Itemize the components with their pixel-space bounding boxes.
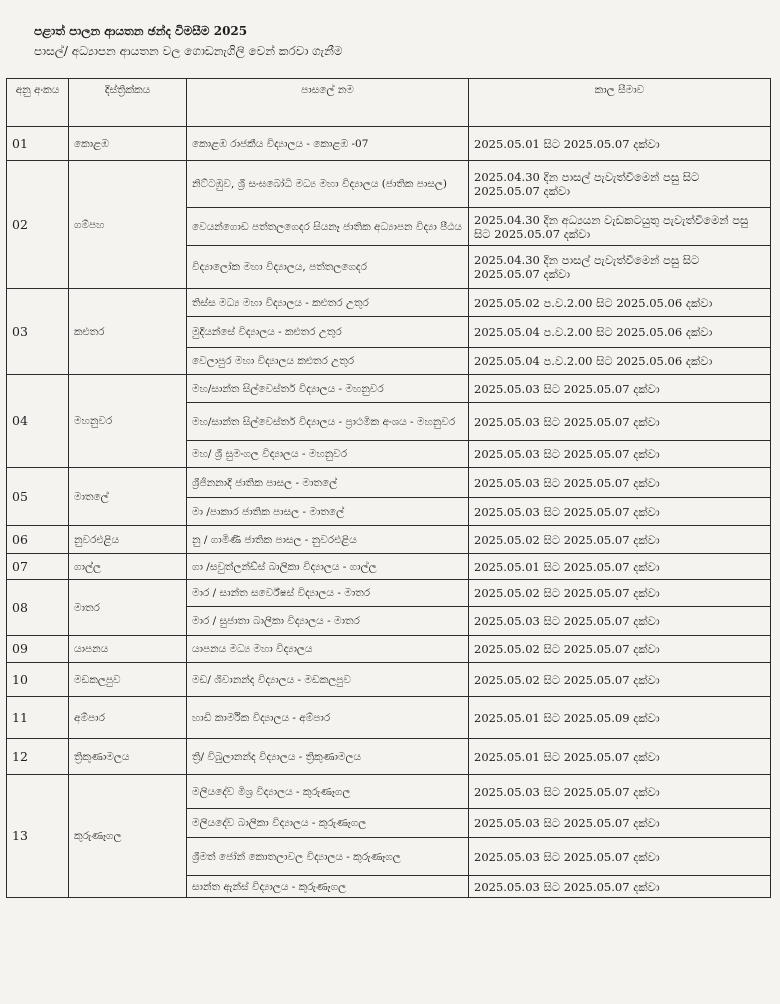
- period-text: 2025.05.03 සිට 2025.05.07 දක්වා: [469, 809, 771, 838]
- document-subtitle: පාසල්/ අධ්‍යාපන ආයතන වල ගොඩනැගිලි වෙන් කරවා ගැනීම: [34, 44, 343, 58]
- table-row: [7, 554, 771, 580]
- row-number: 07: [7, 554, 69, 580]
- school-name: මහ/සාන්ත සිල්වෙස්තර් විද්‍යාලය - මහනුවර: [187, 375, 469, 403]
- table-row: [7, 375, 771, 403]
- school-name: මාර / සාන්ත සර්වේෂස් විද්‍යාලය - මාතර: [187, 580, 469, 607]
- table-row: [7, 580, 771, 607]
- period-text: 2025.04.30 දින පාසල් පැවැත්වීමෙන් පසු සිට 2025.05.07 දක්වා: [469, 246, 771, 289]
- school-name: වෙලාපුර මහා විද්‍යාලය කළුතර උතුර: [187, 348, 469, 375]
- column-header-district: දිස්ත්‍රික්කය: [69, 79, 187, 127]
- district-name: මාතර: [69, 580, 187, 636]
- period-text: 2025.05.02 සිට 2025.05.07 දක්වා: [469, 526, 771, 554]
- row-number: 03: [7, 289, 69, 375]
- period-text: 2025.05.03 සිට 2025.05.07 දක්වා: [469, 375, 771, 403]
- school-name: මඩ/ ශිවානන්ද විද්‍යාලය - මඩකලපුව: [187, 663, 469, 697]
- district-name: ගම්පහ: [69, 161, 187, 289]
- table-row: [7, 697, 771, 739]
- table-row: [7, 663, 771, 697]
- column-header-number: අනු අංකය: [7, 79, 69, 127]
- document-title: පළාත් පාලන ආයතන ඡන්ද විමසීම 2025: [34, 24, 248, 38]
- period-text: 2025.05.02 ප.ව.2.00 සිට 2025.05.06 දක්වා: [469, 289, 771, 317]
- period-text: 2025.05.03 සිට 2025.05.07 දක්වා: [469, 468, 771, 498]
- table-row: [7, 739, 771, 775]
- period-text: 2025.05.02 සිට 2025.05.07 දක්වා: [469, 580, 771, 607]
- school-name: ශ්‍රීමත් ජෝන් කොතලාවල විද්‍යාලය - කුරුණෑගල: [187, 838, 469, 876]
- district-name: කොළඹ: [69, 127, 187, 161]
- period-text: 2025.05.02 සිට 2025.05.07 දක්වා: [469, 663, 771, 697]
- school-name: මලියදේව මිශ්‍ර විද්‍යාලය - කුරුණෑගල: [187, 775, 469, 809]
- district-name: යාපනය: [69, 636, 187, 663]
- school-name: සාන්ත ඇන්ස් විද්‍යාලය - කුරුණෑගල: [187, 876, 469, 898]
- district-name: කුරුණෑගල: [69, 775, 187, 898]
- period-text: 2025.05.01 සිට 2025.05.07 දක්වා: [469, 739, 771, 775]
- table-row: [7, 127, 771, 161]
- table-row: [7, 636, 771, 663]
- period-text: 2025.05.03 සිට 2025.05.07 දක්වා: [469, 607, 771, 636]
- school-name: තිස්ස මධ්‍ය මහා විද්‍යාලය - කළුතර උතුර: [187, 289, 469, 317]
- row-number: 13: [7, 775, 69, 898]
- table-row: [7, 526, 771, 554]
- table-row: [7, 468, 771, 498]
- row-number: 04: [7, 375, 69, 468]
- school-name: මලියදේව බාලිකා විද්‍යාලය - කුරුණෑගල: [187, 809, 469, 838]
- district-name: නුවරඑළිය: [69, 526, 187, 554]
- period-text: 2025.05.01 සිට 2025.05.07 දක්වා: [469, 554, 771, 580]
- school-name: කොළඹ රාජකීය විද්‍යාලය - කොළඹ -07: [187, 127, 469, 161]
- schedule-table: [6, 78, 771, 898]
- school-name: වෙයන්ගොඩ පත්තලගෙදර සියනෑ ජාතික අධ්‍යාපන විද්‍යා පීඨය: [187, 208, 469, 246]
- school-name: විද්‍යාලෝක මහා විද්‍යාලය, පත්තලගෙදර: [187, 246, 469, 289]
- period-text: 2025.05.03 සිට 2025.05.07 දක්වා: [469, 403, 771, 441]
- district-name: අම්පාර: [69, 697, 187, 739]
- district-name: කළුතර: [69, 289, 187, 375]
- period-text: 2025.04.30 දින අධ්‍යයන වැඩකටයුතු පැවැත්වීමෙන් පසු සිට 2025.05.07 දක්වා: [469, 208, 771, 246]
- school-name: මහ/ ශ්‍රී සුමංගල විද්‍යාලය - මහනුවර: [187, 441, 469, 468]
- period-text: 2025.05.01 සිට 2025.05.09 දක්වා: [469, 697, 771, 739]
- row-number: 11: [7, 697, 69, 739]
- period-text: 2025.05.03 සිට 2025.05.07 දක්වා: [469, 441, 771, 468]
- school-name: මා /පාකාර ජාතික පාසල - මාතලේ: [187, 498, 469, 526]
- district-name: ත්‍රිකුණාමලය: [69, 739, 187, 775]
- school-name: ගා /සවුත්ලන්ඩ්ස් බාලිකා විද්‍යාලය - ගාල්ල: [187, 554, 469, 580]
- period-text: 2025.05.04 ප.ව.2.00 සිට 2025.05.06 දක්වා: [469, 348, 771, 375]
- table-header-row: [7, 79, 771, 127]
- school-name: නිට්ටඹුව, ශ්‍රී සංඝබෝධි මධ්‍ය මහා විද්‍යාලය (ජාතික පාසල): [187, 161, 469, 208]
- school-name: ත්‍රි/ විබුලානන්ද විද්‍යාලය - ත්‍රිකුණාමලය: [187, 739, 469, 775]
- district-name: මාතලේ: [69, 468, 187, 526]
- table-row: [7, 161, 771, 208]
- period-text: 2025.04.30 දින පාසල් පැවැත්වීමෙන් පසු සිට 2025.05.07 දක්වා: [469, 161, 771, 208]
- table-body: [7, 127, 771, 898]
- row-number: 10: [7, 663, 69, 697]
- school-name: යාපනය මධ්‍ය මහා විද්‍යාලය: [187, 636, 469, 663]
- row-number: 06: [7, 526, 69, 554]
- district-name: මඩකලපුව: [69, 663, 187, 697]
- row-number: 09: [7, 636, 69, 663]
- period-text: 2025.05.02 සිට 2025.05.07 දක්වා: [469, 636, 771, 663]
- period-text: 2025.05.04 ප.ව.2.00 සිට 2025.05.06 දක්වා: [469, 317, 771, 348]
- school-name: මාර / සුජාතා බාලිකා විද්‍යාලය - මාතර: [187, 607, 469, 636]
- school-name: මහ/සාන්ත සිල්වෙස්තර් විද්‍යාලය - ප්‍රාථමික අංශය - මහනුවර: [187, 403, 469, 441]
- column-header-period: කාල සීමාව: [469, 79, 771, 127]
- district-name: ගාල්ල: [69, 554, 187, 580]
- row-number: 08: [7, 580, 69, 636]
- period-text: 2025.05.03 සිට 2025.05.07 දක්වා: [469, 838, 771, 876]
- column-header-school: පාසලේ නම: [187, 79, 469, 127]
- table-row: [7, 289, 771, 317]
- school-name: ශ්‍රීජිනනාදි ජාතික පාසල - මාතලේ: [187, 468, 469, 498]
- period-text: 2025.05.03 සිට 2025.05.07 දක්වා: [469, 498, 771, 526]
- row-number: 12: [7, 739, 69, 775]
- school-name: මුදියන්සේ විද්‍යාලය - කළුතර උතුර: [187, 317, 469, 348]
- table-row: [7, 775, 771, 809]
- district-name: මහනුවර: [69, 375, 187, 468]
- school-name: නු / ගාමිණී ජාතික පාසල - නුවරඑළිය: [187, 526, 469, 554]
- period-text: 2025.05.01 සිට 2025.05.07 දක්වා: [469, 127, 771, 161]
- period-text: 2025.05.03 සිට 2025.05.07 දක්වා: [469, 775, 771, 809]
- row-number: 05: [7, 468, 69, 526]
- row-number: 02: [7, 161, 69, 289]
- school-name: හාඩි කාර්මික විද්‍යාලය - අම්පාර: [187, 697, 469, 739]
- period-text: 2025.05.03 සිට 2025.05.07 දක්වා: [469, 876, 771, 898]
- row-number: 01: [7, 127, 69, 161]
